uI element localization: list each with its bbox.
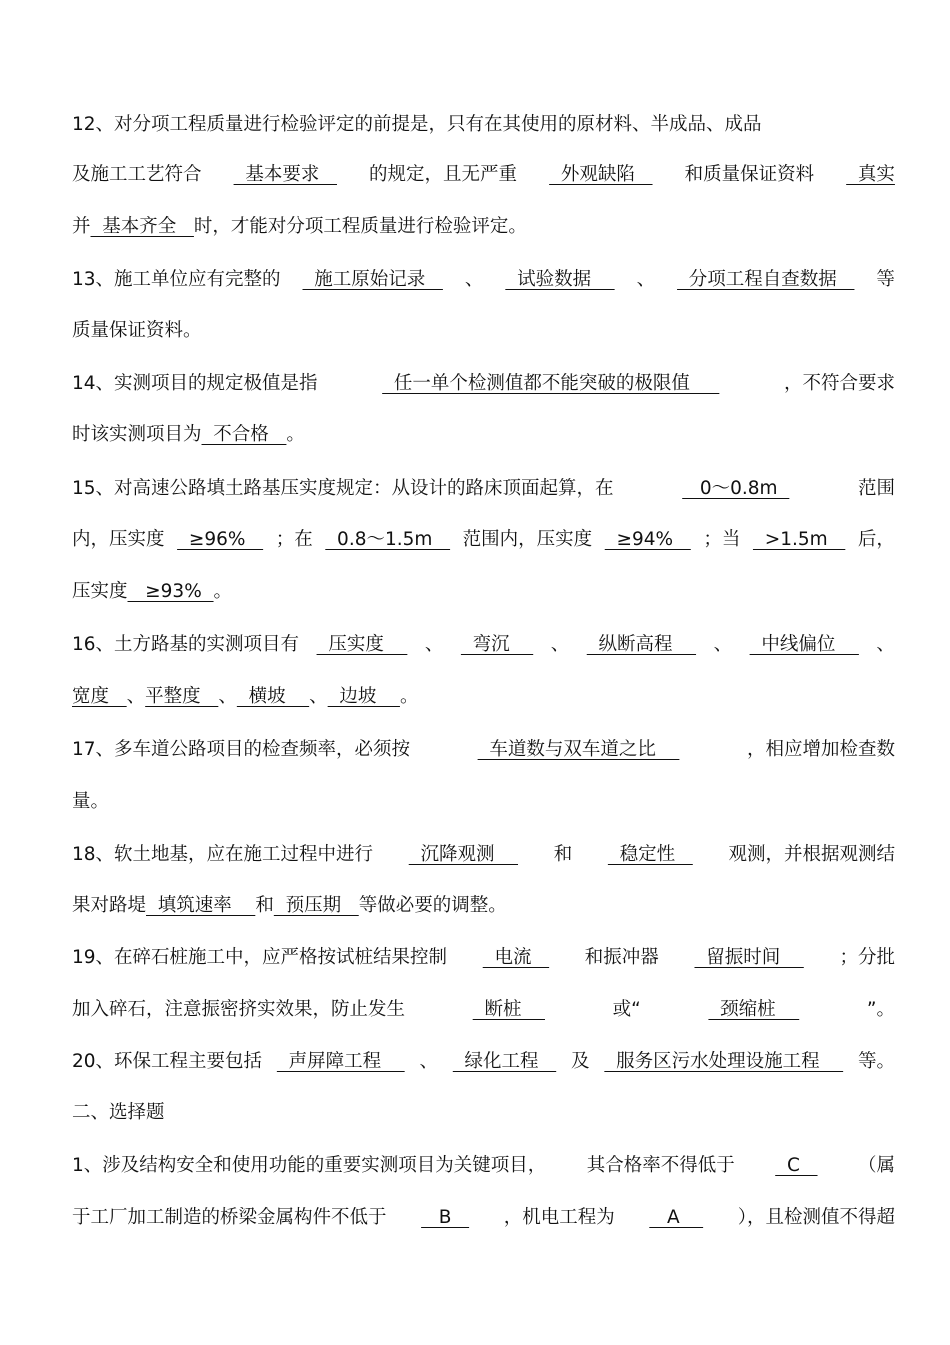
text-segment: 1、涉及结构安全和使用功能的重要实测项目为关键项目， [72, 1155, 547, 1176]
filled-blank: ≥94% [604, 529, 691, 550]
filled-blank: 横坡 [236, 686, 310, 707]
text-line [72, 943, 895, 973]
filled-blank: 绿化工程 [452, 1051, 557, 1072]
text-line [72, 316, 895, 346]
filled-blank: 弯沉 [460, 634, 534, 655]
text-segment: 19、在碎石桩施工中，应严格按试桩结果控制 [72, 947, 448, 968]
filled-blank: B [421, 1207, 470, 1228]
text-segment: 12、对分项工程质量进行检验评定的前提是，只有在其使用的原材料、半成品、成品 [72, 114, 762, 135]
text-segment: 量。 [72, 791, 110, 812]
filled-blank: 0～0.8m [682, 478, 790, 499]
text-segment: 范围 [857, 478, 895, 499]
filled-blank: ≥96% [177, 529, 264, 550]
filled-blank: 中线偏位 [749, 634, 859, 655]
filled-blank: 任一单个检测值都不能突破的极限值 [382, 373, 720, 394]
text-segment: 、 [419, 1051, 438, 1072]
text-segment: 内，压实度 [72, 529, 165, 550]
text-segment: 并 [72, 216, 91, 237]
text-segment: 果对路堤 [72, 895, 147, 916]
filled-blank: 电流 [482, 947, 550, 968]
text-line [72, 787, 895, 817]
text-segment: 和 [255, 895, 274, 916]
text-segment: 、 [636, 269, 656, 290]
text-line [72, 1098, 895, 1128]
text-segment: 、 [713, 634, 733, 655]
text-line [72, 110, 895, 140]
text-segment: 等。 [857, 1051, 895, 1072]
text-line [72, 160, 895, 190]
text-segment: 13、施工单位应有完整的 [72, 269, 281, 290]
text-line [72, 420, 895, 450]
filled-blank: 服务区污水处理设施工程 [604, 1051, 844, 1072]
text-line [72, 682, 895, 712]
text-segment: 。 [399, 686, 419, 707]
text-line [72, 735, 895, 765]
filled-blank: 基本要求 [233, 164, 337, 185]
text-segment: 、 [876, 634, 895, 655]
text-segment: 的规定，且无严重 [369, 164, 518, 185]
text-line [72, 891, 895, 921]
filled-blank: 0.8～1.5m [325, 529, 451, 550]
filled-blank: A [649, 1207, 704, 1228]
text-segment: 和振冲器 [584, 947, 659, 968]
text-segment: 20、环保工程主要包括 [72, 1051, 263, 1072]
text-segment: 及 [571, 1051, 590, 1072]
text-segment: 观测，并根据观测结 [728, 844, 895, 865]
filled-blank: ≥93% [127, 581, 214, 602]
text-segment: 质量保证资料。 [72, 320, 202, 341]
text-line [72, 369, 895, 399]
text-line [72, 840, 895, 870]
filled-blank: 外观缺陷 [549, 164, 653, 185]
filled-blank: 稳定性 [607, 844, 693, 865]
text-segment: ”。 [866, 999, 895, 1020]
filled-blank: 试验数据 [505, 269, 615, 290]
filled-blank: 预压期 [273, 895, 359, 916]
text-segment: ；在 [275, 529, 313, 550]
text-segment: 范围内，压实度 [462, 529, 593, 550]
text-segment: 加入碎石，注意振密挤实效果，防止发生 [72, 999, 406, 1020]
text-line [72, 630, 895, 660]
filled-blank: 声屏障工程 [276, 1051, 405, 1072]
text-line [72, 1151, 895, 1181]
text-segment: 于工厂加工制造的桥梁金属构件不低于 [72, 1207, 387, 1228]
filled-blank: 压实度 [316, 634, 408, 655]
filled-blank: 施工原始记录 [302, 269, 443, 290]
text-segment: 、 [550, 634, 570, 655]
text-segment: ，机电工程为 [503, 1207, 615, 1228]
filled-blank: 平整度 [145, 686, 219, 707]
text-line [72, 212, 895, 242]
filled-blank: 留振时间 [694, 947, 804, 968]
filled-blank: 填筑速率 [146, 895, 256, 916]
text-segment: 其合格率不得低于 [586, 1155, 735, 1176]
filled-blank: 不合格 [201, 424, 287, 445]
text-segment: ；分批 [839, 947, 895, 968]
text-line [72, 265, 895, 295]
text-segment: ；当 [703, 529, 741, 550]
text-segment: 等 [876, 269, 895, 290]
text-segment: 、 [309, 686, 328, 707]
text-segment: 、 [464, 269, 484, 290]
text-segment: 及施工工艺符合 [72, 164, 202, 185]
text-segment: 14、实测项目的规定极值是指 [72, 373, 318, 394]
text-segment: ），且检测值不得超 [737, 1207, 895, 1228]
filled-blank: 边坡 [327, 686, 400, 707]
text-segment: 时，才能对分项工程质量进行检验评定。 [193, 216, 527, 237]
text-segment: 、 [126, 686, 146, 707]
text-line [72, 1047, 895, 1077]
text-segment: 和 [553, 844, 573, 865]
filled-blank: 分项工程自查数据 [677, 269, 855, 290]
text-segment: 或“ [612, 999, 641, 1020]
text-segment: 压实度 [72, 581, 128, 602]
text-segment: 。 [213, 581, 233, 602]
text-segment: 15、对高速公路填土路基压实度规定：从设计的路床顶面起算，在 [72, 478, 614, 499]
filled-blank: 纵断高程 [586, 634, 697, 655]
text-segment: 17、多车道公路项目的检查频率，必须按 [72, 739, 411, 760]
text-segment: 、 [424, 634, 444, 655]
text-segment: 二、选择题 [72, 1102, 165, 1123]
text-line [72, 474, 895, 504]
text-segment: 。 [286, 424, 305, 445]
text-line [72, 995, 895, 1025]
text-segment: 等做必要的调整。 [358, 895, 507, 916]
text-segment: 、 [218, 686, 237, 707]
filled-blank: 基本齐全 [90, 216, 194, 237]
text-segment: 时该实测项目为 [72, 424, 202, 445]
text-segment: ，不符合要求 [783, 373, 895, 394]
text-line [72, 525, 895, 555]
filled-blank: >1.5m [752, 529, 846, 550]
text-segment: 18、软土地基，应在施工过程中进行 [72, 844, 374, 865]
filled-blank: 车道数与双车道之比 [477, 739, 680, 760]
text-segment: （属 [857, 1155, 895, 1176]
text-line [72, 1203, 895, 1233]
text-line [72, 577, 895, 607]
text-segment: 后， [857, 529, 895, 550]
filled-blank: 宽度 [72, 686, 127, 707]
text-segment: ，相应增加检查数 [746, 739, 895, 760]
filled-blank: 断桩 [472, 999, 545, 1020]
filled-blank: 颈缩桩 [708, 999, 800, 1020]
filled-blank: 沉降观测 [408, 844, 519, 865]
filled-blank: 真实 [846, 164, 895, 185]
text-segment: 16、土方路基的实测项目有 [72, 634, 300, 655]
filled-blank: C [775, 1155, 818, 1176]
text-segment: 和质量保证资料 [684, 164, 815, 185]
